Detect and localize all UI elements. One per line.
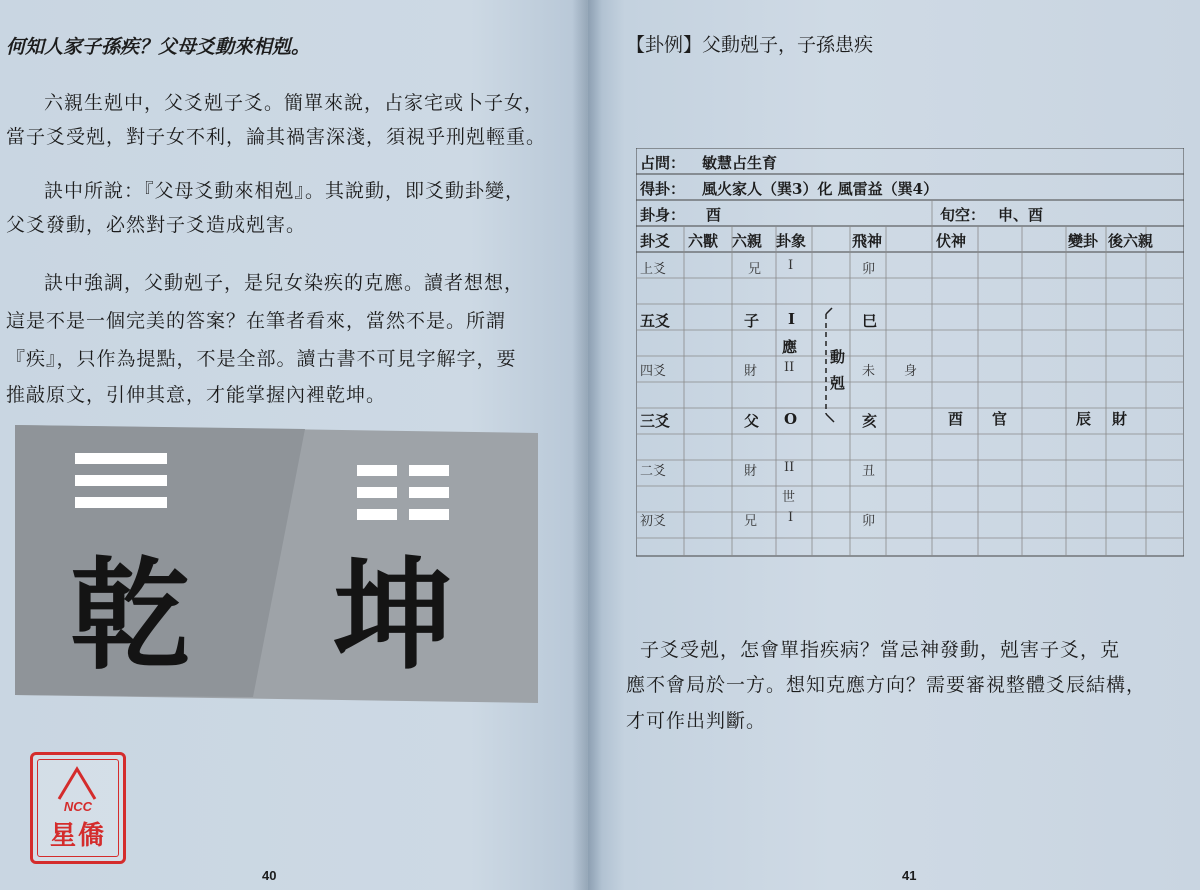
page-number-left: 40 — [262, 868, 277, 883]
hexagram-table — [636, 148, 1184, 558]
symbol-cell: II — [784, 460, 795, 475]
header-after-relative: 後六親 — [1108, 232, 1154, 250]
void-label: 旬空： — [940, 206, 986, 224]
body-value: 酉 — [706, 206, 722, 224]
question-value: 敏慧占生育 — [702, 154, 778, 172]
spirit-cell: 未 — [862, 364, 876, 379]
symbol-cell: O — [784, 410, 798, 428]
ncc-stamp — [30, 752, 126, 864]
paragraph-line: 訣中所說：『父母爻動來相剋』。其說動，即爻動卦變， — [44, 180, 526, 202]
ying-mark: 應 — [782, 338, 798, 356]
paragraph-line: 這是不是一個完美的答案？在筆者看來，當然不是。所謂 — [6, 310, 507, 332]
hexagram-label: 得卦： — [640, 180, 686, 198]
paragraph-line: 子爻受剋，怎會單指疾病？當忌神發動，剋害子爻，克 — [640, 639, 1121, 661]
paragraph-line: 父爻發動，必然對子爻造成剋害。 — [6, 214, 307, 236]
header-relative: 六親 — [732, 232, 763, 250]
body-mark: 身 — [904, 364, 918, 379]
body-label: 卦身： — [640, 206, 686, 224]
qian-kun-illustration — [15, 425, 538, 703]
qian-trigram-icon — [75, 453, 167, 508]
right-heading: 【卦例】父動剋子，子孫患疾 — [626, 34, 874, 56]
relative-cell: 兄 — [748, 262, 762, 277]
page-number-right: 41 — [902, 868, 917, 883]
paragraph-line: 推敲原文，引伸其意，才能掌握內裡乾坤。 — [6, 384, 387, 406]
spirit-cell: 亥 — [862, 412, 878, 430]
relative-cell: 子 — [744, 312, 760, 330]
paragraph-line: 應不會局於一方。想知克應方向？需要審視整體爻辰結構， — [626, 674, 1147, 696]
hidden-relative-cell: 官 — [992, 410, 1008, 428]
qian-character: 乾 — [70, 545, 190, 686]
header-symbol: 卦象 — [776, 232, 807, 250]
relative-cell: 兄 — [744, 514, 758, 529]
header-hidden: 伏神 — [936, 232, 967, 250]
paragraph-line: 『疾』，只作為提點，不是全部。讀古書不可見字解字，要 — [6, 348, 517, 370]
header-beast: 六獸 — [688, 232, 719, 250]
triangle-icon — [55, 765, 99, 801]
spirit-cell: 巳 — [862, 312, 878, 330]
book-gutter — [572, 0, 602, 890]
symbol-cell: I — [788, 310, 796, 328]
spirit-cell: 卯 — [862, 514, 876, 529]
spirit-cell: 卯 — [862, 262, 876, 277]
hidden-spirit-cell: 酉 — [948, 410, 964, 428]
question-label: 占問： — [640, 154, 686, 172]
symbol-cell: I — [788, 510, 794, 525]
relative-cell: 父 — [744, 412, 760, 430]
hexagram-value: 風火家人（巽3）化 風雷益（巽4） — [702, 180, 939, 198]
line-label: 四爻 — [640, 364, 667, 379]
header-changed: 變卦 — [1068, 232, 1099, 250]
changed-spirit-cell: 辰 — [1076, 410, 1092, 428]
symbol-cell: II — [784, 360, 795, 375]
move-note: 動剋 — [830, 348, 846, 392]
stamp-latin: NCC — [63, 799, 93, 814]
relative-cell: 財 — [744, 364, 758, 379]
stamp-chinese: 星僑 — [49, 821, 106, 851]
symbol-cell: I — [788, 258, 794, 273]
header-line: 卦爻 — [640, 232, 671, 250]
kun-character: 坤 — [333, 545, 453, 686]
changed-relative-cell: 財 — [1112, 410, 1128, 428]
left-heading: 何知人家子孫疾？父母爻動來相剋。 — [6, 36, 311, 58]
paragraph-line: 訣中強調，父動剋子，是兒女染疾的克應。讀者想想， — [44, 272, 525, 294]
paragraph-line: 六親生剋中，父爻剋子爻。簡單來說，占家宅或卜子女， — [44, 92, 545, 114]
void-value: 申、酉 — [998, 206, 1044, 224]
line-label: 上爻 — [640, 262, 667, 277]
spirit-cell: 丑 — [862, 464, 876, 479]
shi-mark: 世 — [782, 490, 796, 505]
relative-cell: 財 — [744, 464, 758, 479]
line-label: 三爻 — [640, 412, 671, 430]
paragraph-line: 才可作出判斷。 — [626, 710, 767, 732]
line-label: 二爻 — [640, 464, 667, 479]
header-spirit: 飛神 — [852, 232, 883, 250]
paragraph-line: 當子爻受剋，對子女不利，論其禍害深淺，須視乎刑剋輕重。 — [6, 126, 547, 148]
line-label: 五爻 — [640, 312, 671, 330]
line-label: 初爻 — [640, 514, 667, 529]
